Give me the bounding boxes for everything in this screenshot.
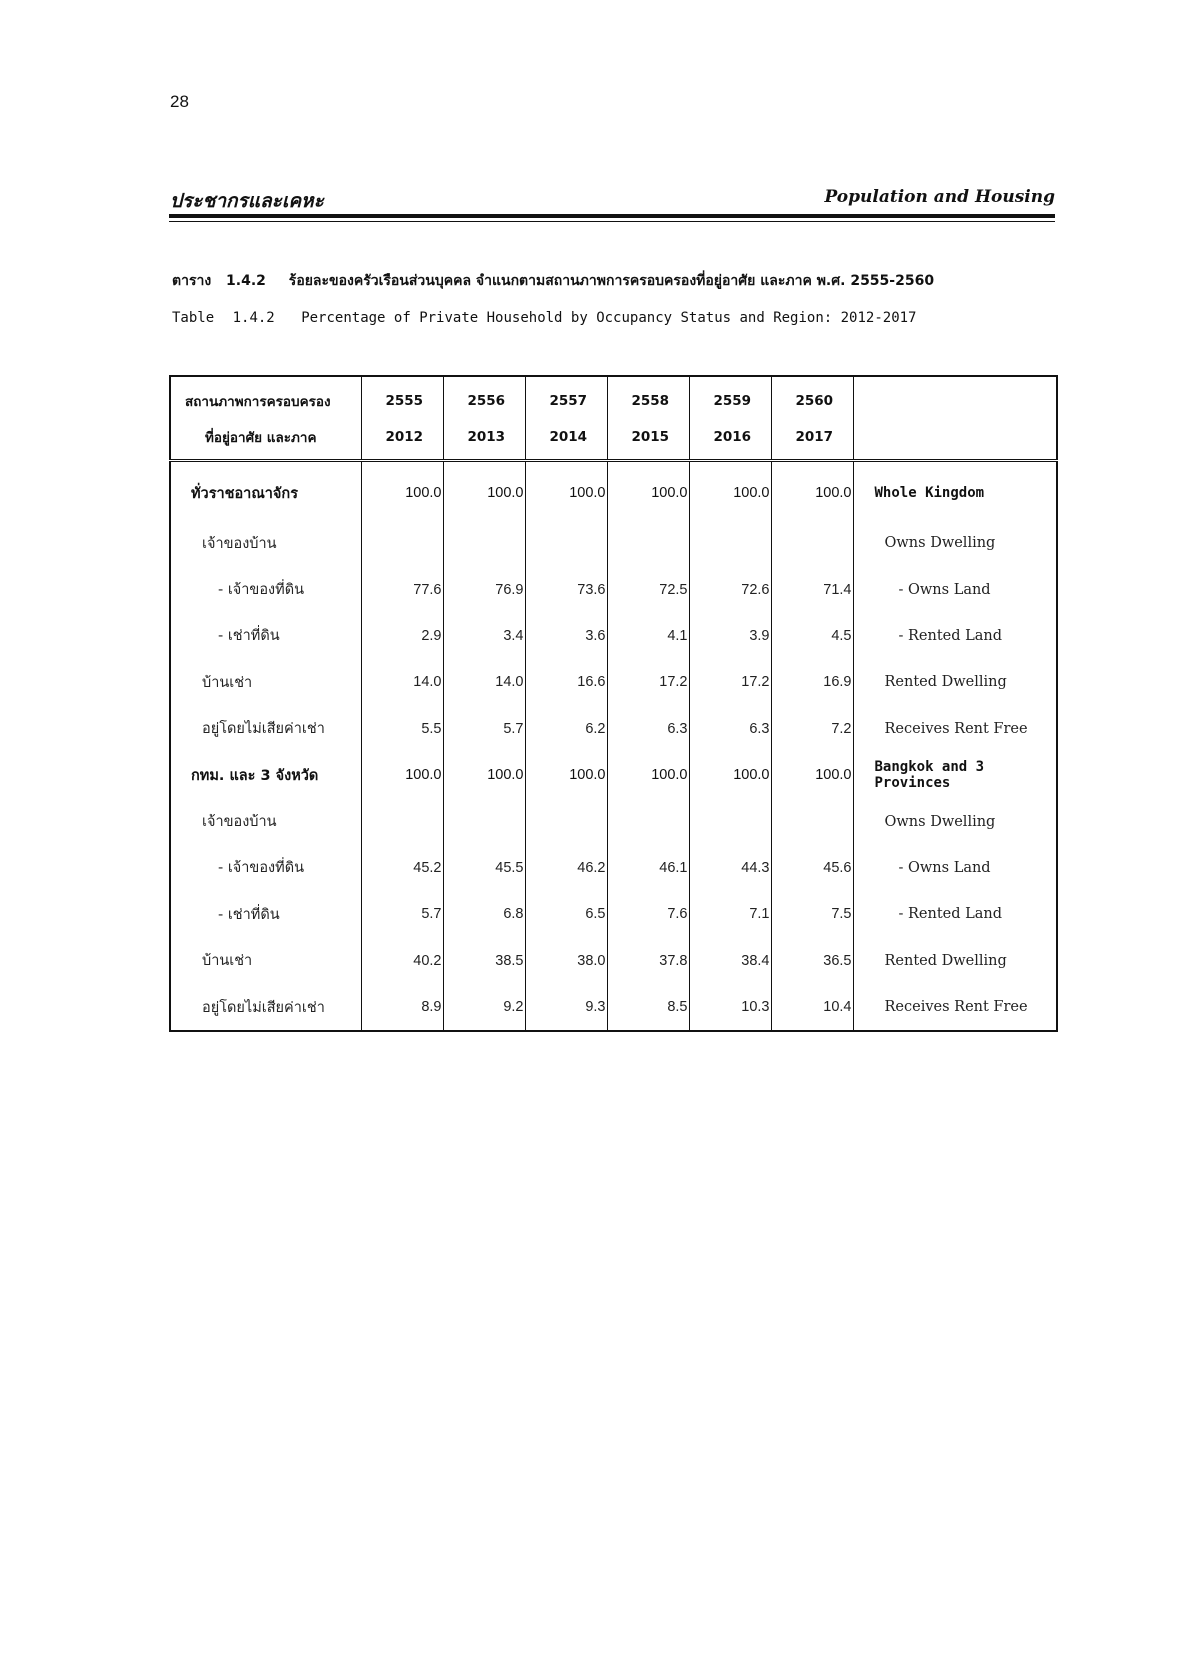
row-label-english: Receives Rent Free [853, 984, 1057, 1031]
row-label-thai: เจ้าของบ้าน [170, 520, 361, 566]
cell-value: 6.8 [443, 891, 525, 937]
table-row [170, 891, 1057, 937]
cell-value [525, 798, 607, 844]
header-year-th: 2560 [771, 376, 853, 419]
header-row-ad-years [170, 419, 1057, 461]
cell-value: 46.1 [607, 845, 689, 891]
table-row [170, 984, 1057, 1031]
cell-value: 46.2 [525, 845, 607, 891]
row-label-thai: ทั่วราชอาณาจักร [170, 461, 361, 521]
cell-value: 100.0 [443, 461, 525, 521]
cell-value: 77.6 [361, 566, 443, 612]
caption-title-english: Percentage of Private Household by Occupancy Status and Region: 2012-2017 [301, 310, 917, 326]
cell-value: 76.9 [443, 566, 525, 612]
cell-value: 7.2 [771, 706, 853, 752]
cell-value: 6.2 [525, 706, 607, 752]
cell-value: 5.7 [443, 706, 525, 752]
cell-value: 100.0 [771, 752, 853, 798]
cell-value: 45.2 [361, 845, 443, 891]
caption-number-english: 1.4.2 [232, 310, 275, 326]
row-label-english: Bangkok and 3 Provinces [853, 752, 1057, 798]
row-label-thai: บ้านเช่า [170, 938, 361, 984]
cell-value: 100.0 [689, 461, 771, 521]
row-label-thai: - เจ้าของที่ดิน [170, 566, 361, 612]
cell-value: 72.6 [689, 566, 771, 612]
cell-value: 6.5 [525, 891, 607, 937]
running-header-thai: ประชากรและเคหะ [170, 190, 324, 212]
table-row [170, 566, 1057, 612]
cell-value: 16.6 [525, 659, 607, 705]
occupancy-status-table [169, 375, 1058, 1032]
header-row-thai-years [170, 376, 1057, 419]
row-label-english: Owns Dwelling [853, 520, 1057, 566]
table-row [170, 752, 1057, 798]
cell-value: 4.5 [771, 613, 853, 659]
table-row [170, 798, 1057, 844]
cell-value: 3.9 [689, 613, 771, 659]
cell-value: 5.5 [361, 706, 443, 752]
header-year-en: 2016 [689, 419, 771, 461]
caption-title-thai: ร้อยละของครัวเรือนส่วนบุคคล จำแนกตามสถานภาพการครอบครองที่อยู่อาศัย และภาค พ.ศ. 2555-2560 [288, 273, 935, 289]
header-year-th: 2555 [361, 376, 443, 419]
table-row [170, 938, 1057, 984]
cell-value: 100.0 [689, 752, 771, 798]
header-label-line1: สถานภาพการครอบครอง [170, 376, 361, 419]
row-label-english: - Owns Land [853, 566, 1057, 612]
table-caption-english [172, 310, 916, 326]
cell-value [771, 798, 853, 844]
header-year-en: 2014 [525, 419, 607, 461]
row-label-english: - Rented Land [853, 613, 1057, 659]
cell-value: 3.6 [525, 613, 607, 659]
table-row [170, 461, 1057, 521]
table-row [170, 520, 1057, 566]
header-year-en: 2017 [771, 419, 853, 461]
row-label-thai: - เช่าที่ดิน [170, 891, 361, 937]
cell-value: 44.3 [689, 845, 771, 891]
header-year-th: 2559 [689, 376, 771, 419]
header-year-th: 2556 [443, 376, 525, 419]
cell-value: 40.2 [361, 938, 443, 984]
cell-value: 72.5 [607, 566, 689, 612]
cell-value: 45.5 [443, 845, 525, 891]
row-label-english: Whole Kingdom [853, 461, 1057, 521]
cell-value: 7.5 [771, 891, 853, 937]
cell-value: 38.4 [689, 938, 771, 984]
cell-value: 16.9 [771, 659, 853, 705]
row-label-english: Owns Dwelling [853, 798, 1057, 844]
header-rule-thin [169, 221, 1055, 222]
cell-value: 5.7 [361, 891, 443, 937]
cell-value: 9.2 [443, 984, 525, 1031]
cell-value: 10.4 [771, 984, 853, 1031]
cell-value [689, 798, 771, 844]
cell-value: 100.0 [361, 461, 443, 521]
row-label-thai: - เช่าที่ดิน [170, 613, 361, 659]
header-english-column-blank [853, 419, 1057, 461]
running-header-english: Population and Housing [824, 187, 1055, 207]
cell-value: 36.5 [771, 938, 853, 984]
cell-value: 17.2 [689, 659, 771, 705]
table-body [170, 461, 1057, 1032]
cell-value: 17.2 [607, 659, 689, 705]
header-english-column [853, 376, 1057, 419]
cell-value: 14.0 [361, 659, 443, 705]
header-rule [169, 214, 1055, 218]
header-year-en: 2012 [361, 419, 443, 461]
cell-value: 4.1 [607, 613, 689, 659]
cell-value [689, 520, 771, 566]
table-row [170, 845, 1057, 891]
header-year-th: 2557 [525, 376, 607, 419]
caption-label-english: Table [172, 310, 215, 326]
row-label-thai: บ้านเช่า [170, 659, 361, 705]
cell-value: 100.0 [361, 752, 443, 798]
cell-value: 38.0 [525, 938, 607, 984]
cell-value: 100.0 [607, 752, 689, 798]
header-year-th: 2558 [607, 376, 689, 419]
cell-value: 7.6 [607, 891, 689, 937]
row-label-thai: เจ้าของบ้าน [170, 798, 361, 844]
cell-value: 14.0 [443, 659, 525, 705]
table-row [170, 706, 1057, 752]
row-label-english: Rented Dwelling [853, 659, 1057, 705]
cell-value [607, 520, 689, 566]
row-label-thai: อยู่โดยไม่เสียค่าเช่า [170, 706, 361, 752]
header-year-en: 2015 [607, 419, 689, 461]
cell-value: 71.4 [771, 566, 853, 612]
cell-value: 6.3 [607, 706, 689, 752]
cell-value: 8.5 [607, 984, 689, 1031]
cell-value [443, 798, 525, 844]
caption-label-thai: ตาราง [172, 273, 212, 289]
table-header [170, 376, 1057, 461]
row-label-english: Rented Dwelling [853, 938, 1057, 984]
cell-value [361, 520, 443, 566]
cell-value: 100.0 [607, 461, 689, 521]
row-label-english: Receives Rent Free [853, 706, 1057, 752]
cell-value: 100.0 [771, 461, 853, 521]
row-label-thai: กทม. และ 3 จังหวัด [170, 752, 361, 798]
row-label-thai: - เจ้าของที่ดิน [170, 845, 361, 891]
row-label-english: - Owns Land [853, 845, 1057, 891]
cell-value: 73.6 [525, 566, 607, 612]
table-row [170, 613, 1057, 659]
cell-value: 6.3 [689, 706, 771, 752]
header-year-en: 2013 [443, 419, 525, 461]
cell-value: 100.0 [443, 752, 525, 798]
row-label-english: - Rented Land [853, 891, 1057, 937]
cell-value: 45.6 [771, 845, 853, 891]
cell-value [771, 520, 853, 566]
cell-value [361, 798, 443, 844]
caption-number-thai: 1.4.2 [226, 273, 266, 289]
cell-value: 38.5 [443, 938, 525, 984]
cell-value [525, 520, 607, 566]
table-row [170, 659, 1057, 705]
cell-value: 8.9 [361, 984, 443, 1031]
row-label-thai: อยู่โดยไม่เสียค่าเช่า [170, 984, 361, 1031]
cell-value [443, 520, 525, 566]
cell-value: 7.1 [689, 891, 771, 937]
header-label-line2: ที่อยู่อาศัย และภาค [170, 419, 361, 461]
cell-value: 9.3 [525, 984, 607, 1031]
cell-value [607, 798, 689, 844]
cell-value: 37.8 [607, 938, 689, 984]
cell-value: 2.9 [361, 613, 443, 659]
cell-value: 10.3 [689, 984, 771, 1031]
cell-value: 3.4 [443, 613, 525, 659]
cell-value: 100.0 [525, 752, 607, 798]
cell-value: 100.0 [525, 461, 607, 521]
table-caption-thai [172, 270, 934, 292]
page-number: 28 [170, 92, 189, 111]
